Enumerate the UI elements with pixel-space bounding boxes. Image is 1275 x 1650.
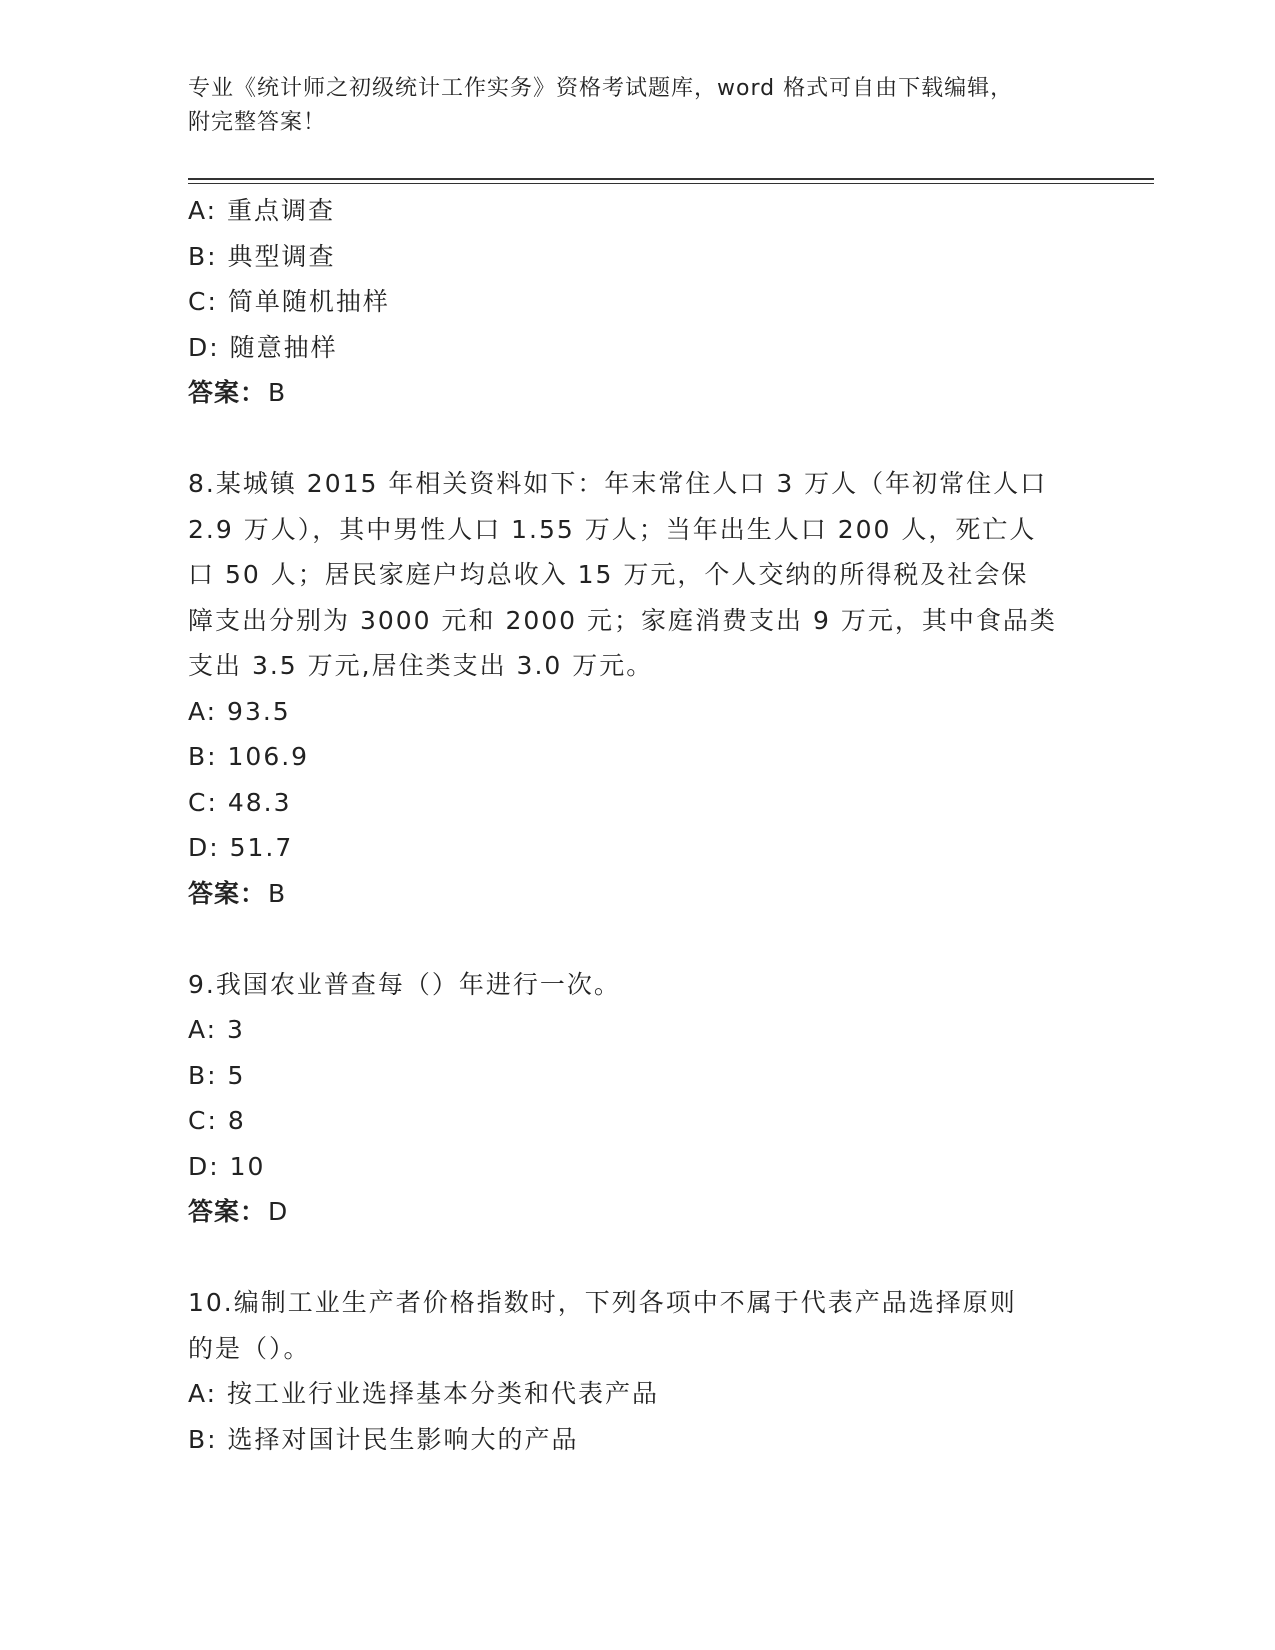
q8-answer-value: B xyxy=(268,878,287,908)
q10-stem-line-2: 的是（）。 xyxy=(188,1333,311,1363)
q7-answer-label: 答案： xyxy=(188,378,267,407)
question-list xyxy=(188,188,1088,1462)
q7-option-b: B: 典型调查 xyxy=(188,241,336,271)
q8-answer xyxy=(188,871,1088,917)
question-9 xyxy=(188,962,1088,1235)
question-10 xyxy=(188,1280,1088,1462)
q8-answer-label: 答案： xyxy=(188,878,267,908)
question-8 xyxy=(188,461,1088,916)
spacer xyxy=(188,416,1088,462)
q9-option-b: B: 5 xyxy=(188,1060,246,1090)
q8-stem-line-5: 支出 3.5 万元,居住类支出 3.0 万元。 xyxy=(188,651,654,680)
q7-answer xyxy=(188,370,1088,416)
q7-option-d: D: 随意抽样 xyxy=(188,332,338,362)
header-divider-thin xyxy=(188,183,1154,184)
q7-option-a: A: 重点调查 xyxy=(188,196,336,225)
q10-option-a: A: 按工业行业选择基本分类和代表产品 xyxy=(188,1379,660,1408)
q9-option-c: C: 8 xyxy=(188,1106,246,1135)
header-line-1: 专业《统计师之初级统计工作实务》资格考试题库，word 格式可自由下载编辑， xyxy=(188,76,1014,101)
q7-answer-value: B xyxy=(268,378,287,407)
q10-option-b: B: 选择对国计民生影响大的产品 xyxy=(188,1424,579,1454)
question-7 xyxy=(188,188,1088,416)
spacer xyxy=(188,916,1088,962)
spacer xyxy=(188,1235,1088,1281)
q9-stem-line-1: 9.我国农业普查每（）年进行一次。 xyxy=(188,969,621,999)
q9-answer xyxy=(188,1189,1088,1235)
q8-stem-line-4: 障支出分别为 3000 元和 2000 元；家庭消费支出 9 万元，其中食品类 xyxy=(188,605,1057,635)
page-header xyxy=(188,72,1088,140)
q8-option-d: D: 51.7 xyxy=(188,833,294,862)
q8-stem-line-2: 2.9 万人），其中男性人口 1.55 万人；当年出生人口 200 人，死亡人 xyxy=(188,514,1037,544)
q9-option-d: D: 10 xyxy=(188,1151,266,1181)
q9-answer-label: 答案： xyxy=(188,1197,267,1226)
header-line-2: 附完整答案！ xyxy=(188,110,327,135)
q8-stem-line-1: 8.某城镇 2015 年相关资料如下：年末常住人口 3 万人（年初常住人口 xyxy=(188,469,1048,498)
q8-option-c: C: 48.3 xyxy=(188,787,292,817)
q8-option-b: B: 106.9 xyxy=(188,742,310,771)
header-divider-thick xyxy=(188,178,1154,180)
q7-option-c: C: 简单随机抽样 xyxy=(188,287,390,316)
q10-stem-line-1: 10.编制工业生产者价格指数时，下列各项中不属于代表产品选择原则 xyxy=(188,1288,1017,1317)
q9-option-a: A: 3 xyxy=(188,1015,245,1044)
q8-stem-line-3: 口 50 人；居民家庭户均总收入 15 万元，个人交纳的所得税及社会保 xyxy=(188,560,1029,589)
q9-answer-value: D xyxy=(268,1197,289,1226)
q8-option-a: A: 93.5 xyxy=(188,696,291,726)
